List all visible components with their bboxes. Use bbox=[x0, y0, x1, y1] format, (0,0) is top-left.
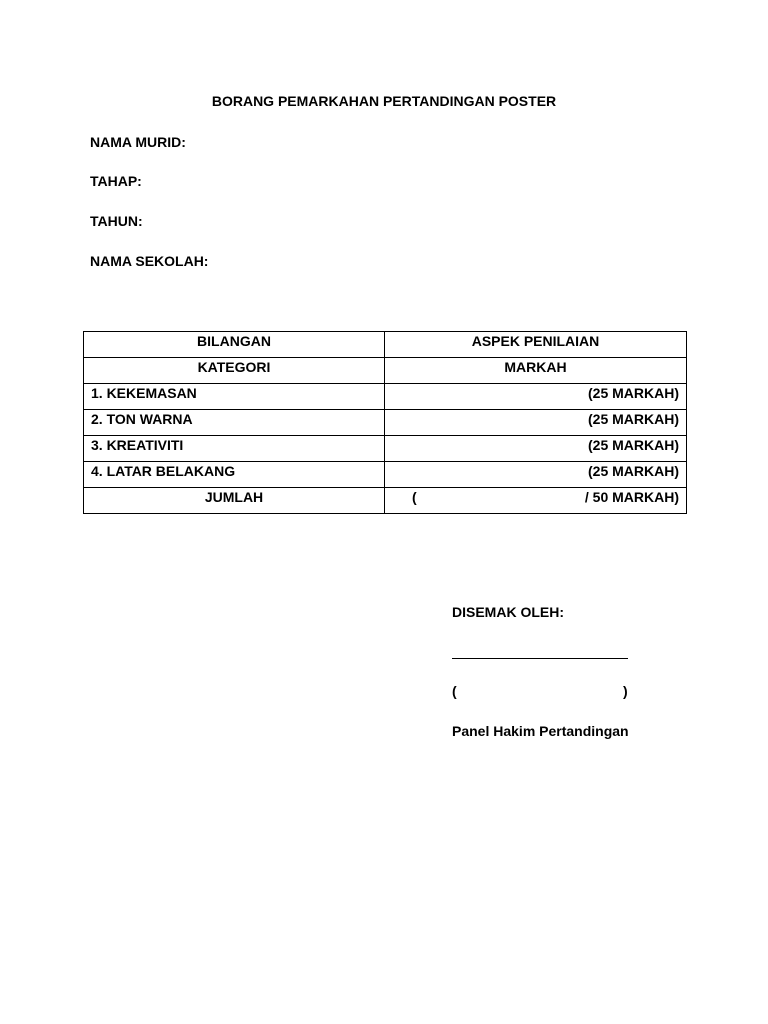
table-row bbox=[84, 410, 687, 436]
level-label: TAHAP: bbox=[90, 173, 142, 189]
panel-title: Panel Hakim Pertandingan bbox=[452, 723, 629, 739]
signature-line bbox=[452, 643, 628, 659]
table-header-row bbox=[84, 358, 687, 384]
total-label: JUMLAH bbox=[84, 488, 385, 514]
open-paren: ( bbox=[452, 683, 457, 699]
marks-cell: (25 MARKAH) bbox=[385, 384, 687, 410]
header-cell-category: KATEGORI bbox=[84, 358, 385, 384]
table-row bbox=[84, 436, 687, 462]
table-header-row bbox=[84, 332, 687, 358]
table-row bbox=[84, 384, 687, 410]
document-title: BORANG PEMARKAHAN PERTANDINGAN POSTER bbox=[211, 93, 557, 109]
checked-by-label: DISEMAK OLEH: bbox=[452, 604, 564, 620]
school-name-label: NAMA SEKOLAH: bbox=[90, 253, 209, 269]
total-row bbox=[84, 488, 687, 514]
total-marks-cell bbox=[385, 488, 687, 514]
header-cell-number: BILANGAN bbox=[84, 332, 385, 358]
header-cell-marks: MARKAH bbox=[385, 358, 687, 384]
year-label: TAHUN: bbox=[90, 213, 143, 229]
marks-cell: (25 MARKAH) bbox=[385, 410, 687, 436]
category-cell: 3. KREATIVITI bbox=[84, 436, 385, 462]
score-table bbox=[83, 331, 687, 514]
category-cell: 2. TON WARNA bbox=[84, 410, 385, 436]
student-name-label: NAMA MURID: bbox=[90, 134, 186, 150]
total-open-paren: ( bbox=[412, 489, 417, 505]
close-paren: ) bbox=[623, 683, 628, 699]
marks-cell: (25 MARKAH) bbox=[385, 462, 687, 488]
total-marks: / 50 MARKAH) bbox=[584, 489, 679, 505]
table-row bbox=[84, 462, 687, 488]
marks-cell: (25 MARKAH) bbox=[385, 436, 687, 462]
category-cell: 1. KEKEMASAN bbox=[84, 384, 385, 410]
category-cell: 4. LATAR BELAKANG bbox=[84, 462, 385, 488]
header-cell-aspect: ASPEK PENILAIAN bbox=[385, 332, 687, 358]
